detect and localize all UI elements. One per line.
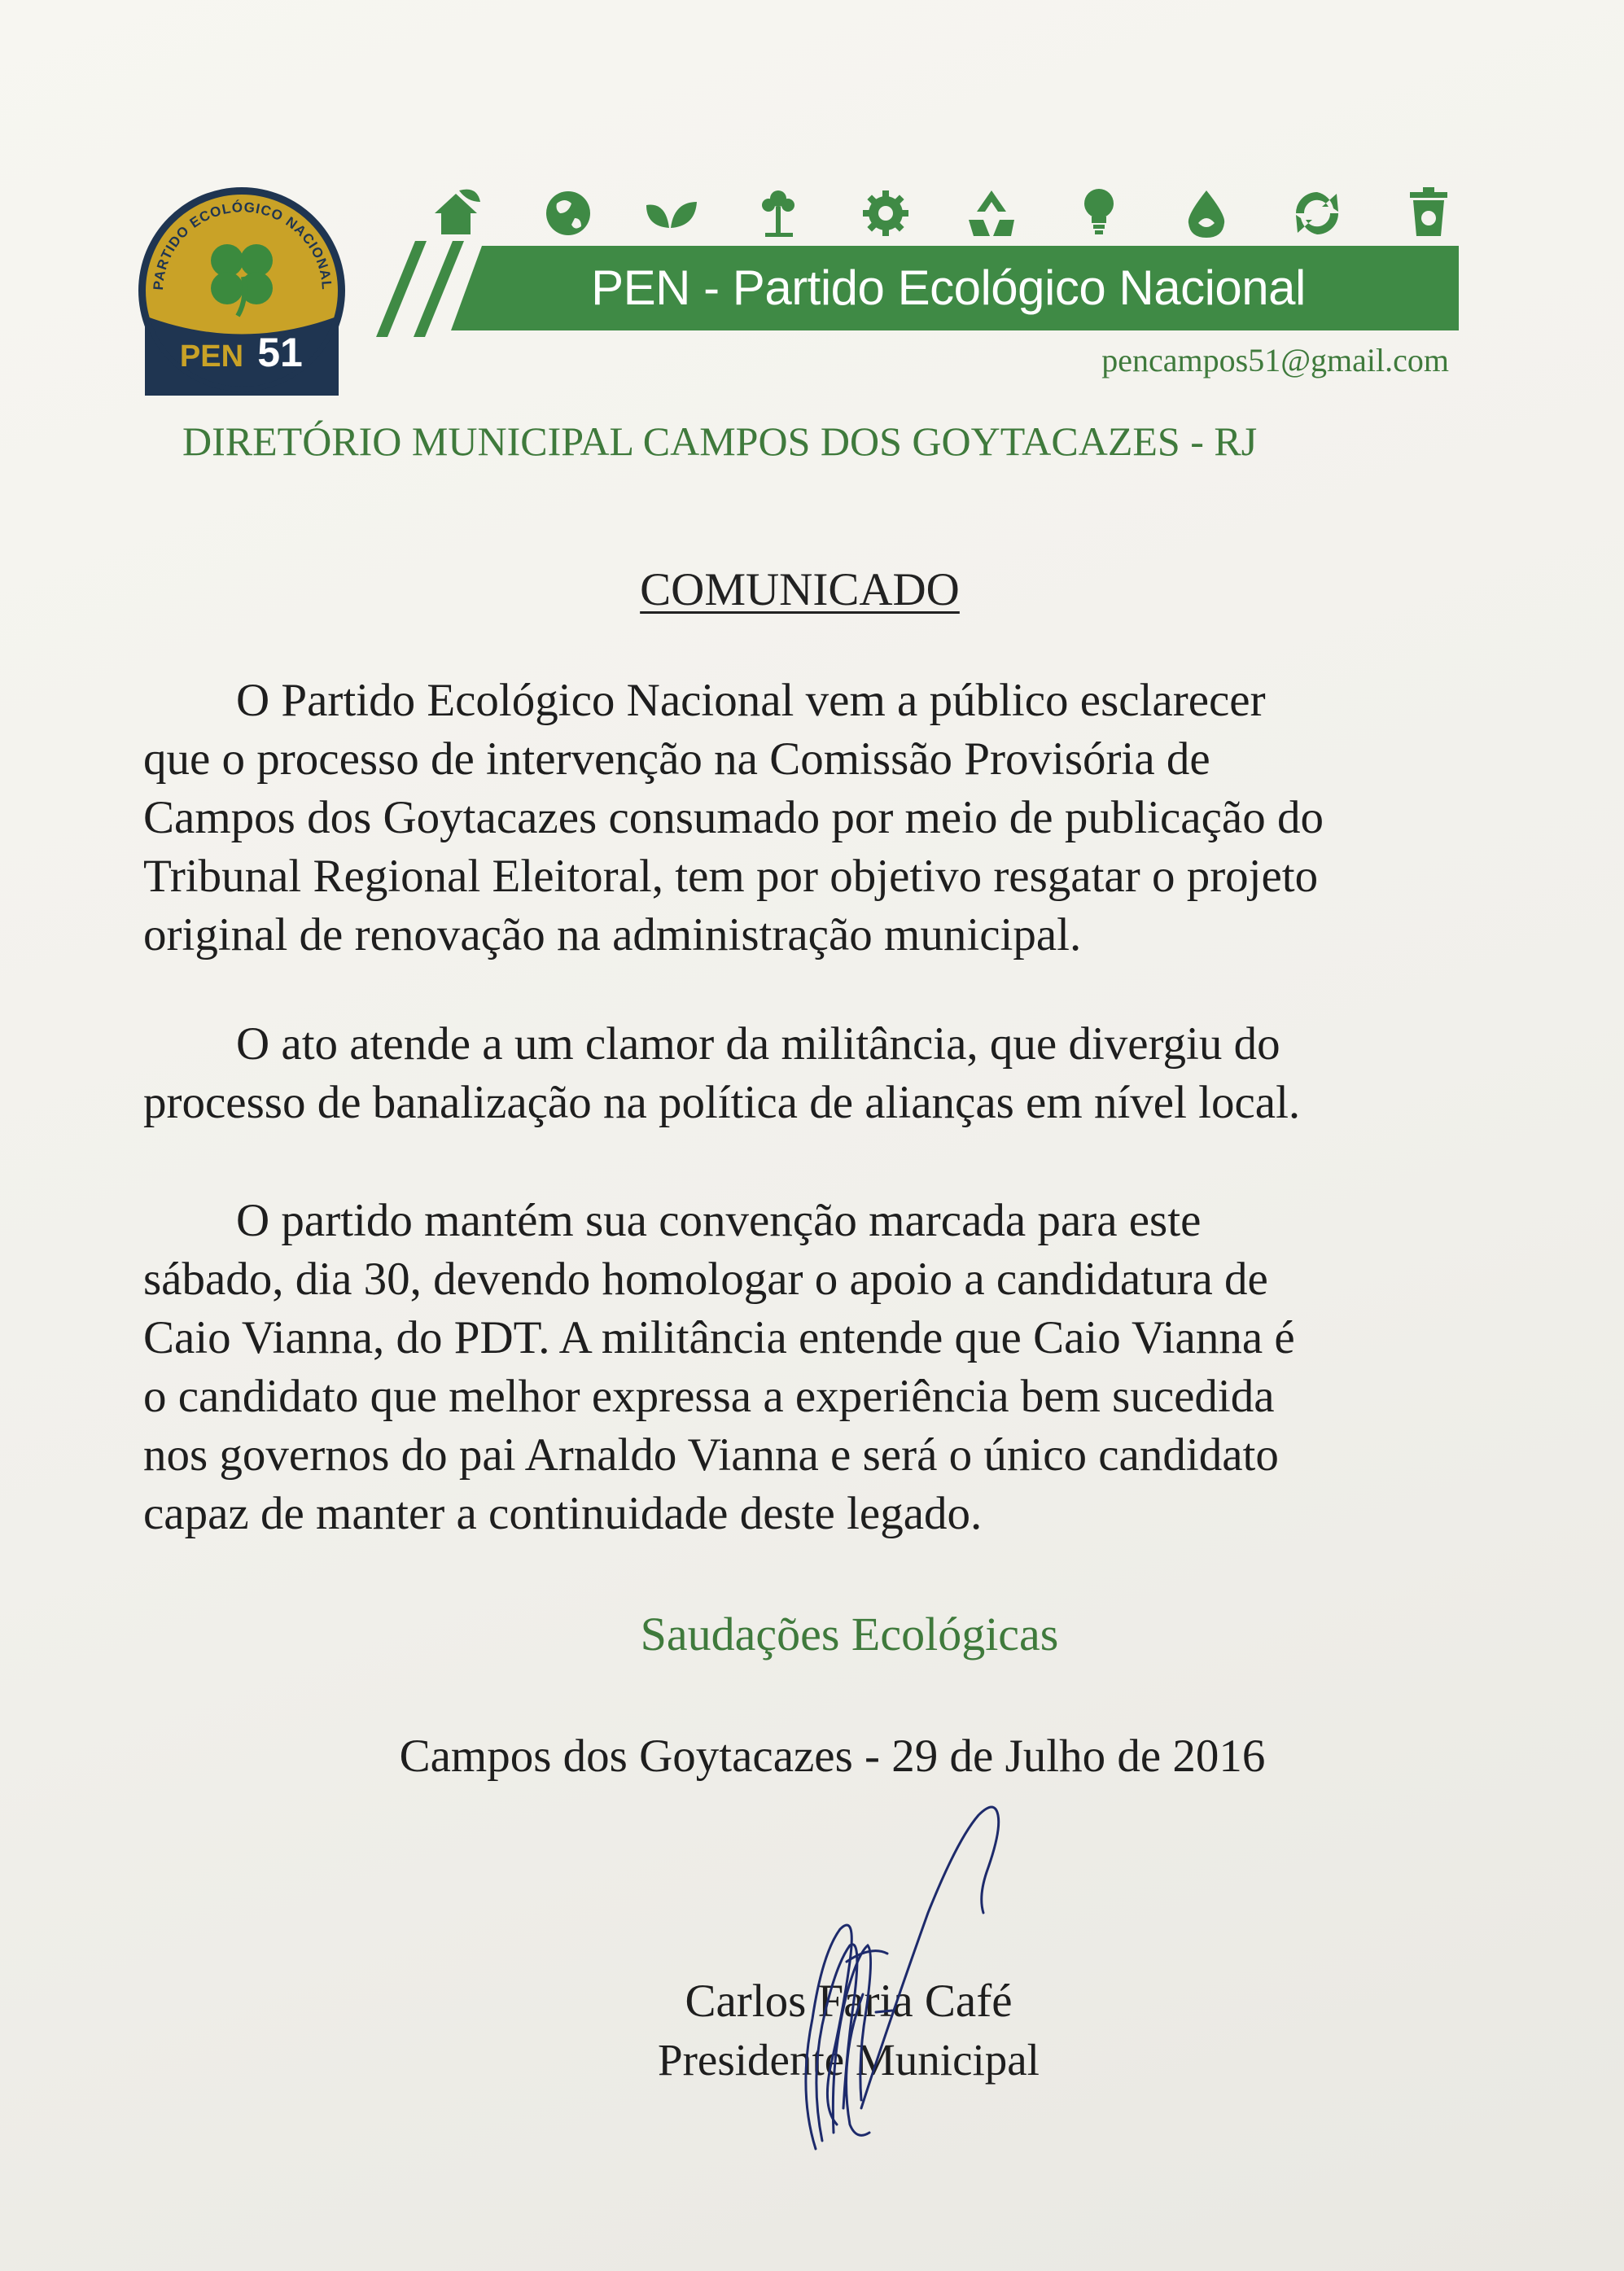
house-leaf-icon: [435, 190, 480, 234]
paragraph-line: O ato atende a um clamor da militância, que divergiu do: [236, 1018, 1280, 1070]
paragraph-line: O partido mantém sua convenção marcada para este: [236, 1195, 1202, 1246]
refresh-icon: [1296, 192, 1338, 234]
paragraph-line: o candidato que melhor expressa a experiência bem sucedida: [143, 1371, 1275, 1422]
paragraph-3: [143, 1192, 1478, 1543]
closing-greeting: Saudações Ecológicas: [640, 1608, 1059, 1661]
recycle-bin-icon: [1410, 187, 1447, 236]
paragraph-line: Campos dos Goytacazes consumado por meio de publicação do: [143, 792, 1324, 843]
tree-icon: [762, 190, 794, 237]
party-logo: [137, 186, 347, 396]
directory-title: DIRETÓRIO MUNICIPAL CAMPOS DOS GOYTACAZES - RJ: [182, 418, 1258, 464]
water-drop-icon: [1188, 190, 1224, 238]
paragraph-1: [143, 672, 1478, 965]
leaves-icon: [646, 202, 697, 228]
paragraph-line: Tribunal Regional Eleitoral, tem por objetivo resgatar o projeto: [143, 851, 1319, 902]
paragraph-2: [143, 1015, 1478, 1132]
paragraph-line: sábado, dia 30, devendo homologar o apoio a candidatura de: [143, 1254, 1268, 1305]
signer-role: Presidente Municipal: [658, 2035, 1040, 2085]
logo-badge-number: 51: [257, 330, 303, 375]
document-heading: COMUNICADO: [640, 564, 960, 615]
eco-icon-row: [425, 184, 1451, 241]
logo-badge-text: PEN: [179, 339, 244, 374]
globe-icon: [546, 191, 590, 235]
paragraph-line: que o processo de intervenção na Comissão Provisória de: [143, 733, 1210, 785]
lightbulb-icon: [1084, 189, 1114, 234]
paragraph-line: nos governos do pai Arnaldo Vianna e será o único candidato: [143, 1429, 1279, 1481]
paragraph-line: capaz de manter a continuidade deste legado.: [143, 1488, 983, 1539]
logo-ring-text: PARTIDO ECOLÓGICO NACIONAL: [150, 199, 335, 291]
paragraph-line: original de renovação na administração municipal.: [143, 909, 1082, 960]
recycle-icon: [969, 190, 1014, 236]
date-line: Campos dos Goytacazes - 29 de Julho de 2016: [399, 1731, 1266, 1782]
handwritten-signature: [765, 1750, 1034, 2157]
party-email: pencampos51@gmail.com: [1101, 342, 1449, 378]
paragraph-line: Caio Vianna, do PDT. A militância entende que Caio Vianna é: [143, 1312, 1295, 1363]
signer-name: Carlos Faria Café: [685, 1976, 1013, 2027]
paragraph-line: O Partido Ecológico Nacional vem a público esclarecer: [236, 675, 1266, 726]
banner-title: PEN - Partido Ecológico Nacional: [591, 260, 1306, 315]
gear-icon: [863, 190, 908, 236]
paragraph-line: processo de banalização na política de alianças em nível local.: [143, 1077, 1301, 1128]
